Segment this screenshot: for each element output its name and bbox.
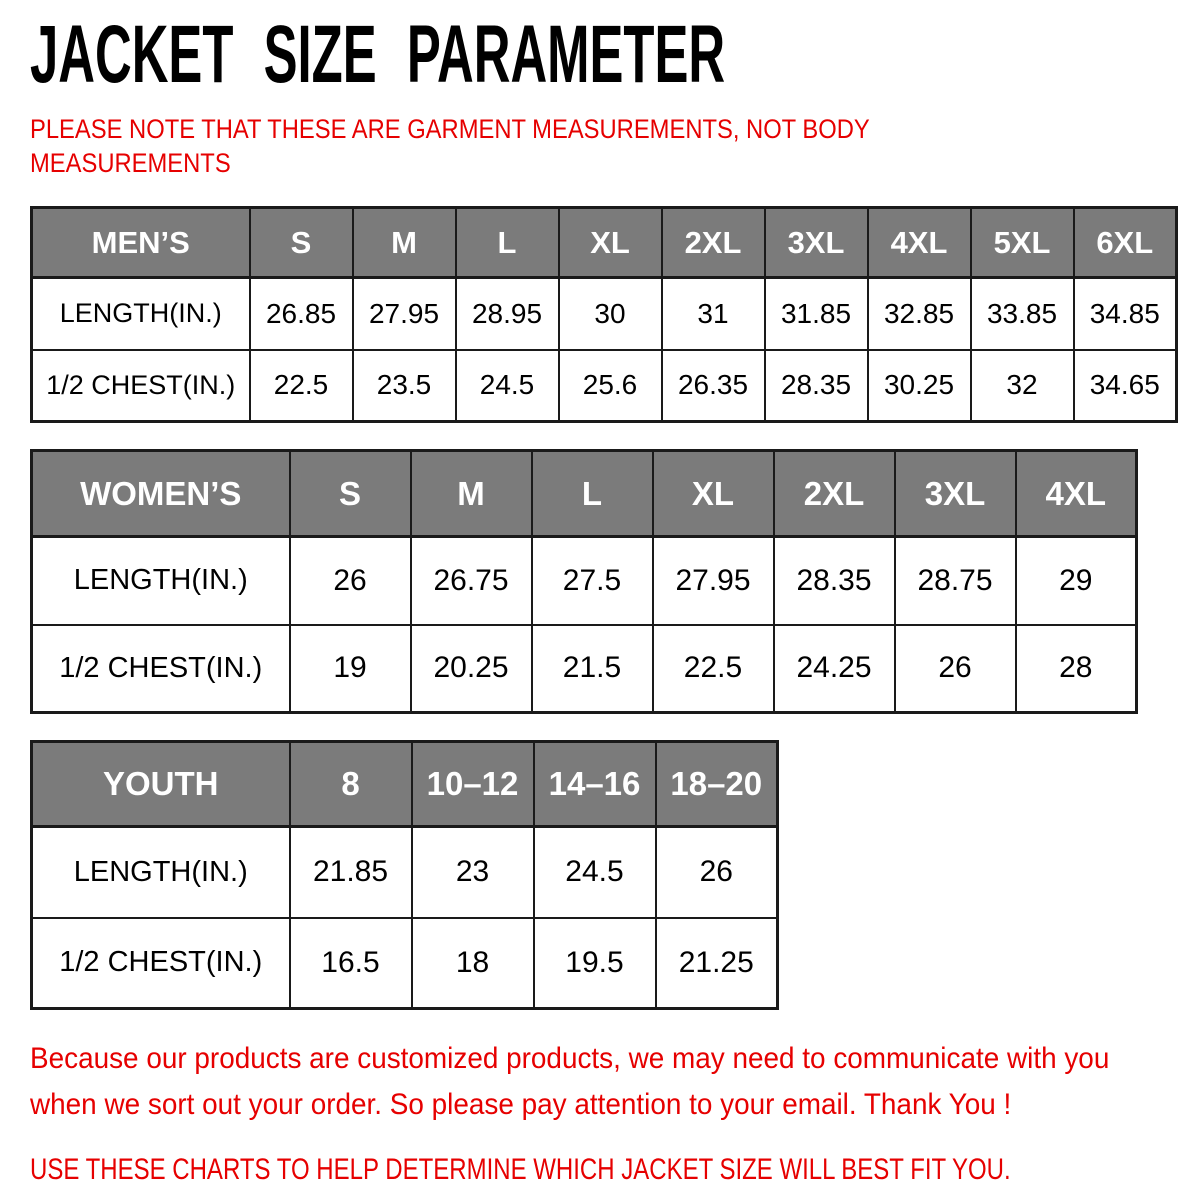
size-column-header: 14–16 bbox=[534, 742, 656, 827]
size-value-cell: 20.25 bbox=[411, 625, 532, 713]
size-value-cell: 33.85 bbox=[971, 278, 1074, 350]
size-value-cell: 16.5 bbox=[290, 918, 412, 1009]
size-value-cell: 26 bbox=[656, 827, 778, 918]
size-value-cell: 26.75 bbox=[411, 537, 532, 625]
size-value-cell: 22.5 bbox=[653, 625, 774, 713]
footer-line-2: when we sort out your order. So please pay attention to your email. Thank You ! bbox=[30, 1088, 1012, 1121]
table-row bbox=[32, 827, 778, 918]
size-value-cell: 25.6 bbox=[559, 350, 662, 422]
size-value-cell: 28.35 bbox=[774, 537, 895, 625]
garment-measurement-note bbox=[30, 112, 1200, 180]
size-column-header: 8 bbox=[290, 742, 412, 827]
size-value-cell: 28.35 bbox=[765, 350, 868, 422]
size-value-cell: 31.85 bbox=[765, 278, 868, 350]
note-line-1: PLEASE NOTE THAT THESE ARE GARMENT MEASUREMENTS, NOT BODY bbox=[30, 114, 870, 144]
size-column-header: 6XL bbox=[1074, 208, 1177, 278]
row-label: 1/2 CHEST(IN.) bbox=[32, 350, 250, 422]
size-column-header: 3XL bbox=[895, 451, 1016, 537]
size-column-header: 5XL bbox=[971, 208, 1074, 278]
table-group-label-womens: WOMEN’S bbox=[32, 451, 290, 537]
size-column-header: XL bbox=[559, 208, 662, 278]
footer-customization-note bbox=[30, 1036, 1200, 1128]
size-value-cell: 21.25 bbox=[656, 918, 778, 1009]
row-label: LENGTH(IN.) bbox=[32, 537, 290, 625]
size-column-header: 4XL bbox=[1016, 451, 1137, 537]
size-column-header: M bbox=[353, 208, 456, 278]
size-value-cell: 28.95 bbox=[456, 278, 559, 350]
size-column-header: S bbox=[290, 451, 411, 537]
row-label: 1/2 CHEST(IN.) bbox=[32, 918, 290, 1009]
size-value-cell: 34.85 bbox=[1074, 278, 1177, 350]
note-line-2: MEASUREMENTS bbox=[30, 148, 231, 178]
size-value-cell: 27.5 bbox=[532, 537, 653, 625]
size-column-header: XL bbox=[653, 451, 774, 537]
size-column-header: 2XL bbox=[774, 451, 895, 537]
size-value-cell: 30 bbox=[559, 278, 662, 350]
table-header-row bbox=[32, 742, 778, 827]
table-row bbox=[32, 278, 1177, 350]
size-column-header: L bbox=[532, 451, 653, 537]
size-value-cell: 26.85 bbox=[250, 278, 353, 350]
size-column-header: 10–12 bbox=[412, 742, 534, 827]
table-row bbox=[32, 625, 1137, 713]
size-table-youth bbox=[30, 740, 779, 1010]
size-value-cell: 21.85 bbox=[290, 827, 412, 918]
size-value-cell: 32 bbox=[971, 350, 1074, 422]
size-value-cell: 23.5 bbox=[353, 350, 456, 422]
size-value-cell: 23 bbox=[412, 827, 534, 918]
size-value-cell: 26 bbox=[895, 625, 1016, 713]
table-group-label-mens: MEN’S bbox=[32, 208, 250, 278]
size-value-cell: 32.85 bbox=[868, 278, 971, 350]
size-value-cell: 28.75 bbox=[895, 537, 1016, 625]
size-value-cell: 26 bbox=[290, 537, 411, 625]
footer bbox=[30, 1036, 1200, 1190]
size-value-cell: 34.65 bbox=[1074, 350, 1177, 422]
size-value-cell: 27.95 bbox=[353, 278, 456, 350]
size-value-cell: 24.5 bbox=[456, 350, 559, 422]
footer-line-1: Because our products are customized products, we may need to communicate with you bbox=[30, 1042, 1110, 1075]
table-row bbox=[32, 918, 778, 1009]
size-column-header: L bbox=[456, 208, 559, 278]
row-label: 1/2 CHEST(IN.) bbox=[32, 625, 290, 713]
size-column-header: 2XL bbox=[662, 208, 765, 278]
table-header-row bbox=[32, 451, 1137, 537]
size-column-header: 18–20 bbox=[656, 742, 778, 827]
size-value-cell: 26.35 bbox=[662, 350, 765, 422]
page-title: JACKET SIZE PARAMETER bbox=[30, 9, 726, 100]
footer-use-charts-line: USE THESE CHARTS TO HELP DETERMINE WHICH JACKET SIZE WILL BEST FIT YOU. bbox=[30, 1153, 1011, 1186]
size-value-cell: 24.25 bbox=[774, 625, 895, 713]
row-label: LENGTH(IN.) bbox=[32, 278, 250, 350]
size-value-cell: 24.5 bbox=[534, 827, 656, 918]
size-value-cell: 30.25 bbox=[868, 350, 971, 422]
size-value-cell: 22.5 bbox=[250, 350, 353, 422]
size-column-header: M bbox=[411, 451, 532, 537]
table-group-label-youth: YOUTH bbox=[32, 742, 290, 827]
row-label: LENGTH(IN.) bbox=[32, 827, 290, 918]
size-value-cell: 18 bbox=[412, 918, 534, 1009]
size-column-header: 3XL bbox=[765, 208, 868, 278]
size-value-cell: 27.95 bbox=[653, 537, 774, 625]
size-table-mens bbox=[30, 206, 1178, 423]
size-value-cell: 29 bbox=[1016, 537, 1137, 625]
table-row bbox=[32, 350, 1177, 422]
size-value-cell: 28 bbox=[1016, 625, 1137, 713]
size-table-womens bbox=[30, 449, 1138, 714]
size-column-header: 4XL bbox=[868, 208, 971, 278]
size-column-header: S bbox=[250, 208, 353, 278]
size-value-cell: 31 bbox=[662, 278, 765, 350]
size-value-cell: 19 bbox=[290, 625, 411, 713]
size-value-cell: 19.5 bbox=[534, 918, 656, 1009]
size-value-cell: 21.5 bbox=[532, 625, 653, 713]
table-row bbox=[32, 537, 1137, 625]
table-header-row bbox=[32, 208, 1177, 278]
